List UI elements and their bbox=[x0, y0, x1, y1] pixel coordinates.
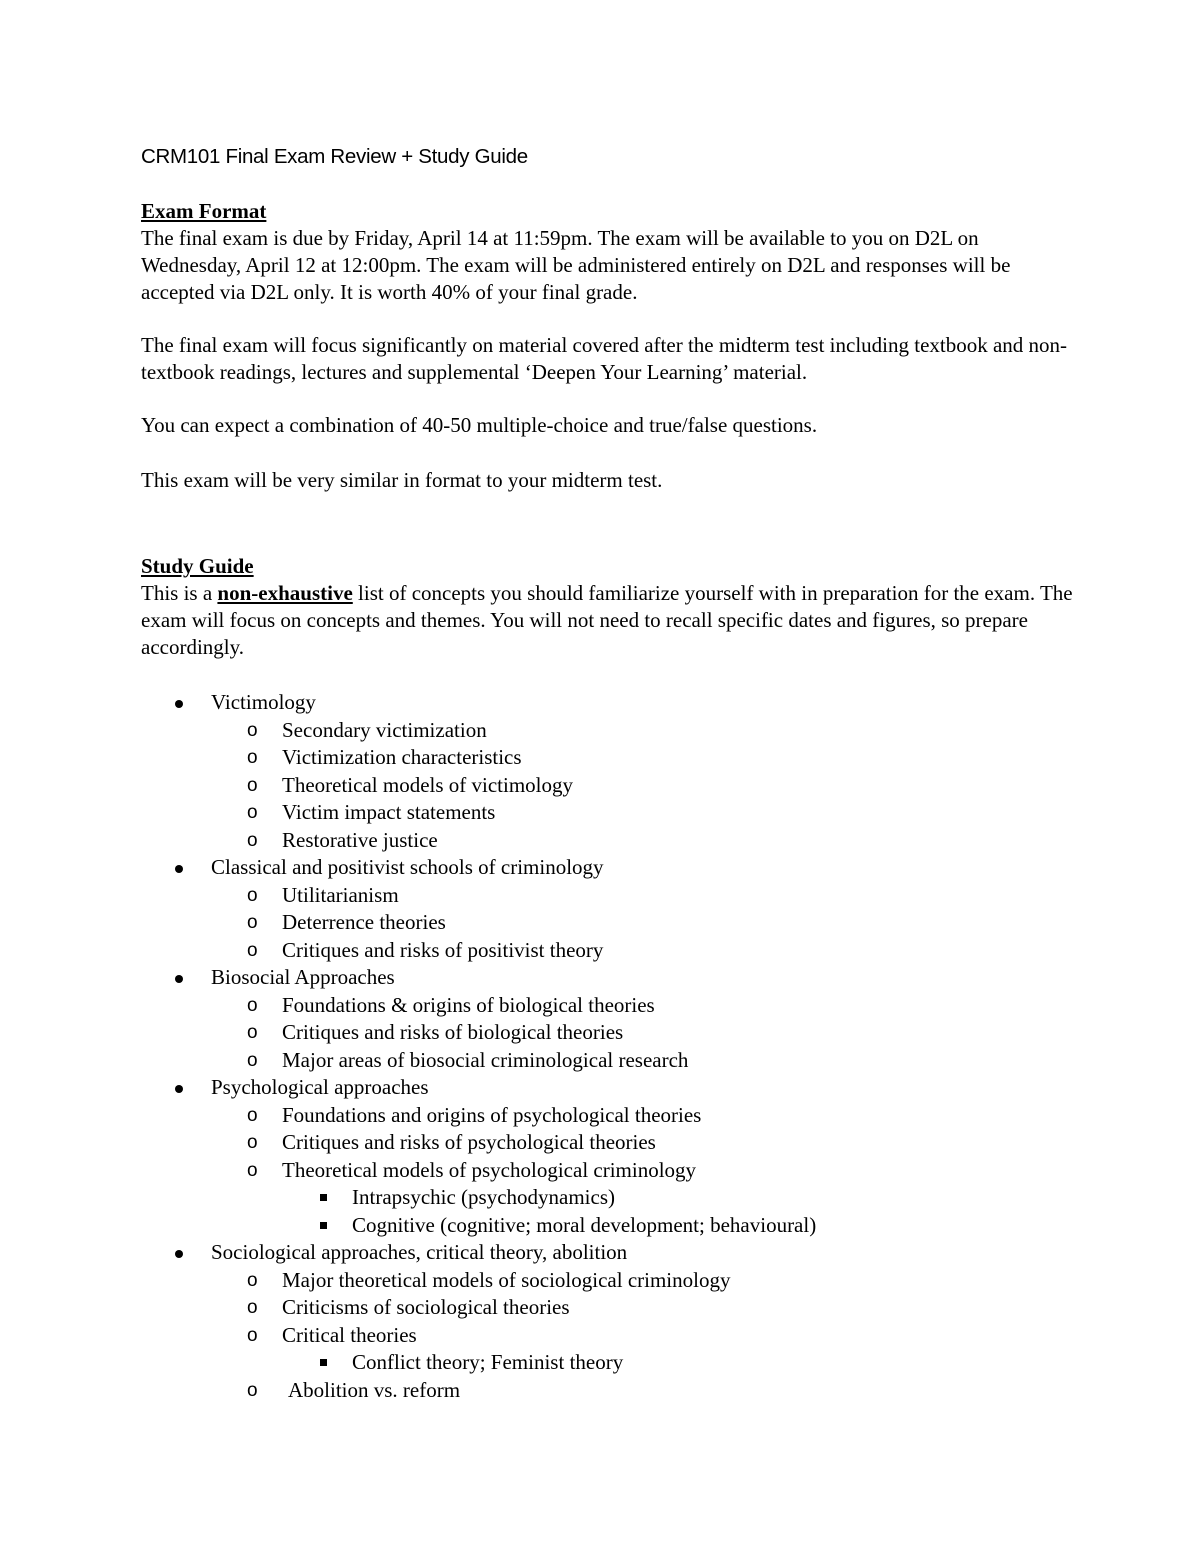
study-guide-intro bbox=[141, 580, 1081, 661]
exam-format-paragraph-4: This exam will be very similar in format to your midterm test. bbox=[141, 468, 663, 492]
subtopic-item bbox=[141, 772, 1081, 800]
circle-bullet-icon: o bbox=[247, 1104, 258, 1126]
subtopic-item bbox=[141, 1019, 1081, 1047]
subtopic-label: Major areas of biosocial criminological research bbox=[282, 1047, 689, 1072]
subtopic-item bbox=[141, 1157, 1081, 1185]
subtopic-label: Deterrence theories bbox=[282, 910, 446, 934]
sub-subtopic-label: Cognitive (cognitive; moral development; behavioural) bbox=[352, 1212, 817, 1237]
subtopic-label: Major theoretical models of sociological criminology bbox=[282, 1267, 731, 1292]
subtopic-item bbox=[141, 909, 1081, 937]
topic-item bbox=[141, 854, 1081, 882]
sub-subtopic-label: Conflict theory; Feminist theory bbox=[352, 1350, 624, 1374]
subtopic-label: Critiques and risks of positivist theory bbox=[282, 937, 604, 962]
subtopic-label: Utilitarianism bbox=[282, 882, 399, 907]
circle-bullet-icon: o bbox=[247, 884, 258, 906]
circle-bullet-icon: o bbox=[247, 1324, 258, 1346]
bullet-icon bbox=[175, 700, 183, 708]
topic-item bbox=[141, 689, 1081, 717]
topic-list bbox=[141, 689, 1081, 1404]
subtopic-item bbox=[141, 937, 1081, 965]
circle-bullet-icon: o bbox=[247, 1297, 258, 1318]
circle-bullet-icon: o bbox=[247, 1132, 258, 1153]
circle-bullet-icon: o bbox=[247, 1159, 258, 1181]
subtopic-label: Foundations & origins of biological theories bbox=[282, 992, 655, 1017]
circle-bullet-icon: o bbox=[247, 1022, 258, 1043]
subtopic-item bbox=[141, 882, 1081, 910]
subtopic-label: Victim impact statements bbox=[282, 800, 496, 824]
study-guide-section bbox=[141, 553, 1081, 1404]
circle-bullet-icon: o bbox=[247, 1379, 258, 1401]
subtopic-label: Critiques and risks of biological theories bbox=[282, 1020, 624, 1044]
circle-bullet-icon: o bbox=[247, 1269, 258, 1291]
sub-subtopic-item bbox=[141, 1184, 1081, 1212]
bullet-icon bbox=[175, 1085, 183, 1093]
study-guide-heading: Study Guide bbox=[141, 554, 254, 578]
subtopic-item bbox=[141, 744, 1081, 772]
square-bullet-icon bbox=[320, 1359, 327, 1366]
document-title: CRM101 Final Exam Review + Study Guide bbox=[141, 145, 528, 168]
exam-format-paragraph-3: You can expect a combination of 40-50 multiple-choice and true/false questions. bbox=[141, 413, 818, 437]
bullet-icon bbox=[175, 1250, 183, 1258]
subtopic-item bbox=[141, 1047, 1081, 1075]
bullet-icon bbox=[175, 975, 183, 983]
non-exhaustive-emphasis: non-exhaustive bbox=[217, 581, 353, 605]
subtopic-label: Secondary victimization bbox=[282, 717, 487, 742]
topic-label: Victimology bbox=[211, 690, 316, 714]
subtopic-label: Restorative justice bbox=[282, 827, 438, 852]
exam-format-heading: Exam Format bbox=[141, 199, 267, 223]
subtopic-item bbox=[141, 992, 1081, 1020]
exam-format-paragraph-1: The final exam is due by Friday, April 14 at 11:59pm. The exam will be available to you on D2L on Wednesday, April 12 at 12:00pm. The exam will be administered entirely on D2L and responses will be accepted via D2L only. It is worth 40% of your final grade. bbox=[141, 226, 1011, 304]
subtopic-label: Critiques and risks of psychological theories bbox=[282, 1130, 656, 1154]
sub-subtopic-item bbox=[141, 1212, 1081, 1240]
exam-format-section bbox=[141, 198, 1081, 494]
topic-item bbox=[141, 964, 1081, 992]
subtopic-label: Critical theories bbox=[282, 1322, 417, 1347]
circle-bullet-icon: o bbox=[247, 1049, 258, 1071]
topic-label: Sociological approaches, critical theory, abolition bbox=[211, 1240, 628, 1264]
study-guide-intro-start: This is a bbox=[141, 581, 218, 605]
subtopic-item bbox=[141, 1294, 1081, 1322]
topic-item bbox=[141, 1074, 1081, 1102]
exam-format-paragraph-2: The final exam will focus significantly on material covered after the midterm test including textbook and non-textbook readings, lectures and supplemental ‘Deepen Your Learning’ material. bbox=[141, 333, 1068, 384]
topic-item bbox=[141, 1239, 1081, 1267]
subtopic-item bbox=[141, 827, 1081, 855]
bullet-icon bbox=[175, 865, 183, 873]
subtopic-label: Foundations and origins of psychological theories bbox=[282, 1102, 702, 1127]
circle-bullet-icon: o bbox=[247, 747, 258, 768]
circle-bullet-icon: o bbox=[247, 719, 258, 741]
circle-bullet-icon: o bbox=[247, 912, 258, 933]
study-guide-intro-rest: list of concepts you should familiarize yourself with in preparation for the exam. The exam will focus on concepts and themes. You will not need to recall specific dates and figures, so prepare accordingly. bbox=[141, 581, 1073, 659]
circle-bullet-icon: o bbox=[247, 994, 258, 1016]
subtopic-item bbox=[141, 1102, 1081, 1130]
square-bullet-icon bbox=[320, 1194, 327, 1201]
subtopic-item bbox=[141, 1322, 1081, 1350]
subtopic-label: Criticisms of sociological theories bbox=[282, 1295, 570, 1319]
subtopic-item bbox=[141, 799, 1081, 827]
circle-bullet-icon: o bbox=[247, 774, 258, 796]
topic-label: Classical and positivist schools of criminology bbox=[211, 855, 604, 879]
subtopic-label: Abolition vs. reform bbox=[288, 1377, 461, 1402]
subtopic-label: Victimization characteristics bbox=[282, 745, 522, 769]
circle-bullet-icon: o bbox=[247, 829, 258, 851]
square-bullet-icon bbox=[320, 1222, 327, 1229]
sub-subtopic-label: Intrapsychic (psychodynamics) bbox=[352, 1185, 616, 1209]
subtopic-item bbox=[141, 717, 1081, 745]
circle-bullet-icon: o bbox=[247, 939, 258, 961]
topic-label: Biosocial Approaches bbox=[211, 965, 395, 989]
sub-subtopic-item bbox=[141, 1349, 1081, 1377]
subtopic-item bbox=[141, 1267, 1081, 1295]
topic-label: Psychological approaches bbox=[211, 1075, 429, 1099]
subtopic-label: Theoretical models of psychological criminology bbox=[282, 1157, 697, 1182]
subtopic-item bbox=[141, 1129, 1081, 1157]
subtopic-item bbox=[141, 1377, 1081, 1405]
subtopic-label: Theoretical models of victimology bbox=[282, 772, 574, 797]
circle-bullet-icon: o bbox=[247, 802, 258, 823]
